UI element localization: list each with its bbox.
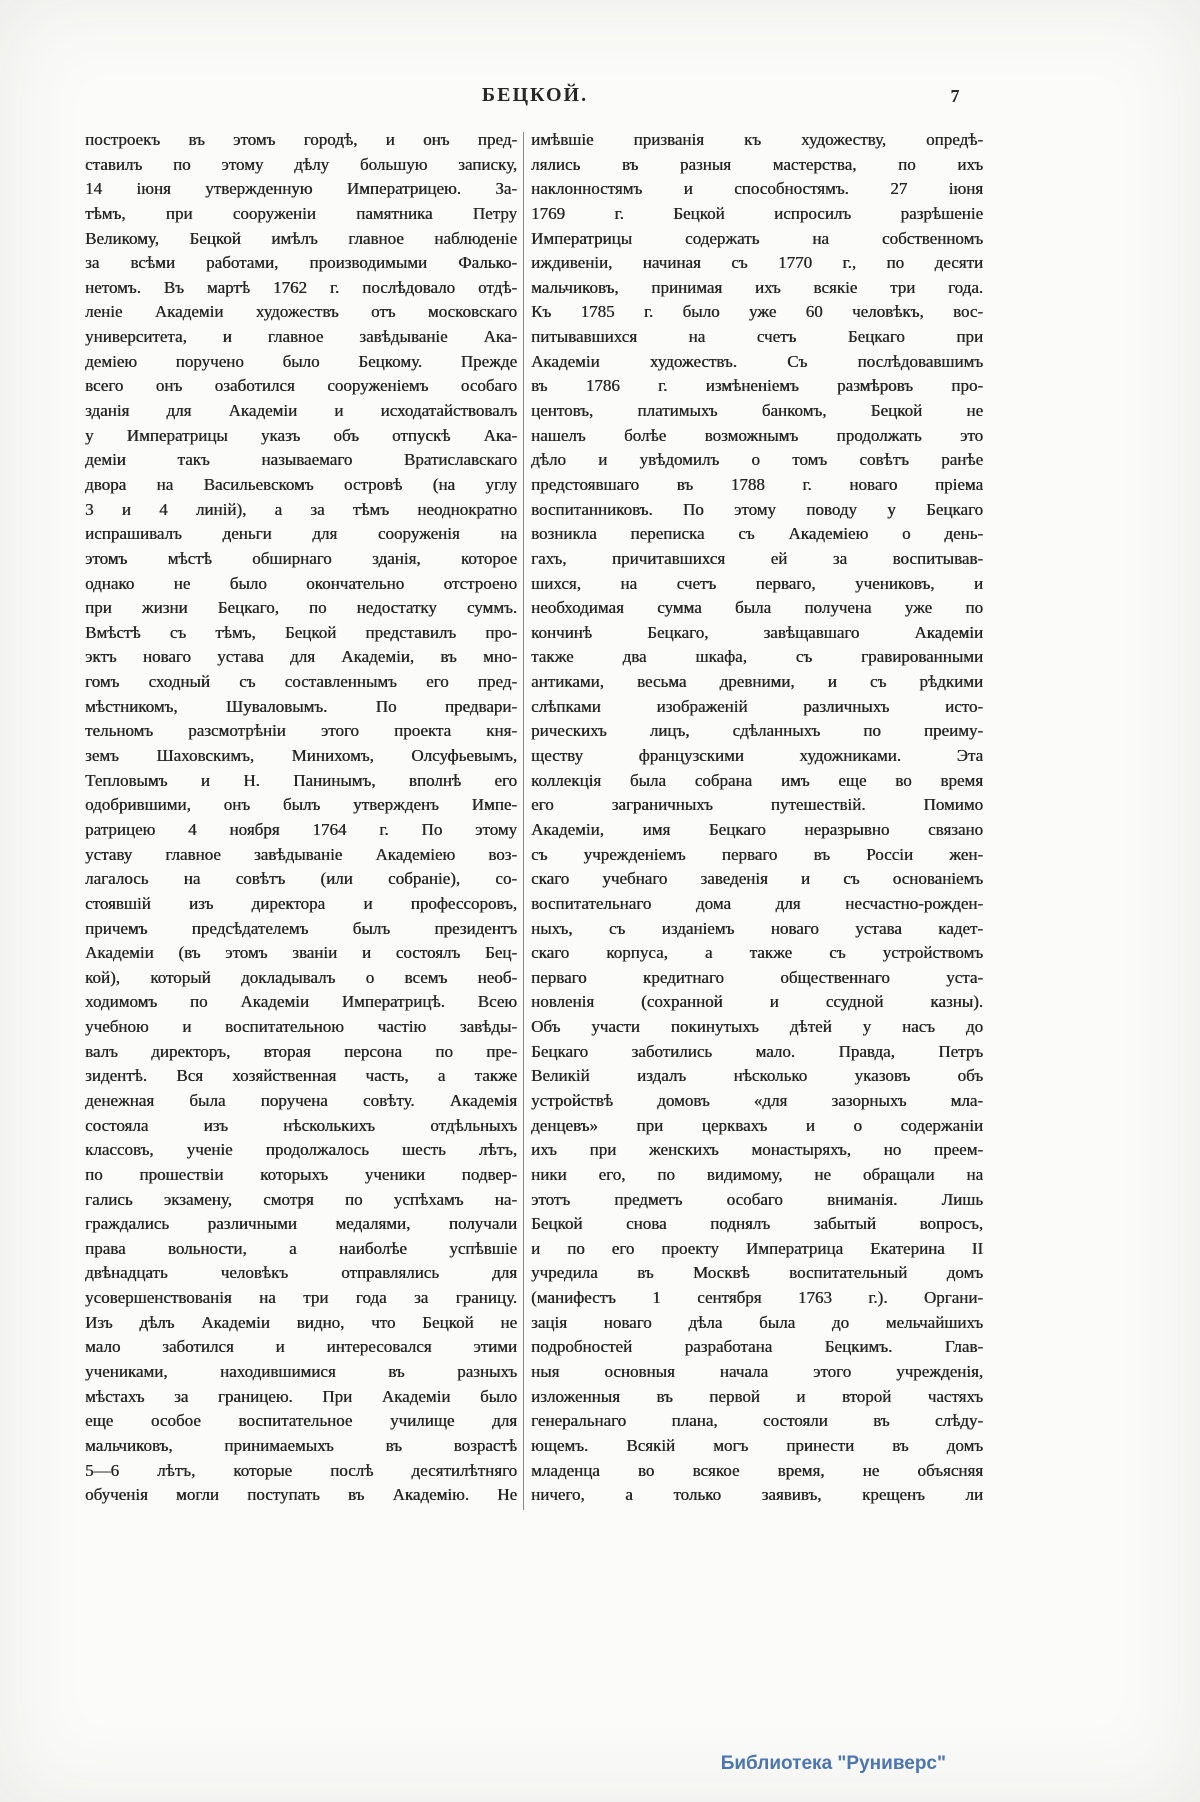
text-line: зидентѣ. Вся хозяйственная часть, а также [85,1066,517,1086]
text-line: учредила въ Москвѣ воспитательный домъ [531,1263,983,1283]
text-line: въ 1786 г. измѣненіемъ размѣровъ про- [531,376,983,396]
text-line: кой), который докладывалъ о всемъ необ- [85,967,517,987]
text-line: уставу главное завѣдываніе Академіею воз- [85,844,517,864]
text-line: Академіи, имя Бецкаго неразрывно связано [531,819,983,839]
text-line: причемъ предсѣдателемъ былъ президентъ [85,918,517,938]
text-line: леніе Академіи художествъ отъ московскаго [85,302,517,322]
text-line: Академіи (въ этомъ званіи и состоялъ Бец- [85,943,517,963]
text-line: учебною и воспитательною частію завѣды- [85,1017,517,1037]
text-line: построекъ въ этомъ городѣ, и онъ пред- [85,130,517,149]
text-line: ныхъ, съ изданіемъ новаго устава кадет- [531,918,983,938]
text-line: перваго кредитнаго общественнаго уста- [531,967,983,987]
text-line: ихъ при женскихъ монастыряхъ, но преем- [531,1140,983,1160]
text-line: зданія для Академіи и исходатайствовалъ [85,401,517,421]
left-column [85,128,517,1508]
text-line: предстоявшаго въ 1788 г. новаго пріема [531,474,983,494]
text-line: классовъ, ученіе продолжалось шесть лѣтъ, [85,1140,517,1160]
text-line: испрашивалъ деньги для сооруженія на [85,524,517,544]
text-line: устройствѣ домовъ «для зазорныхъ мла- [531,1090,983,1110]
text-line: ставилъ по этому дѣлу большую записку, [85,154,517,174]
text-line: учениками, находившимися въ разныхъ [85,1362,517,1382]
text-line: Изъ дѣлъ Академіи видно, что Бецкой не [85,1312,517,1332]
text-line: земъ Шаховскимъ, Минихомъ, Олсуфьевымъ, [85,746,517,766]
text-line: одобрившими, онъ былъ утвержденъ Импе- [85,795,517,815]
text-line: скаго корпуса, а также съ устройствомъ [531,943,983,963]
text-line: Академіи художествъ. Съ послѣдовавшимъ [531,351,983,371]
text-line: двѣнадцать человѣкъ отправлялись для [85,1263,517,1283]
text-line: Бецкаго заботились мало. Правда, Петръ [531,1041,983,1061]
text-line: лагалось на совѣтъ (или собраніе), со- [85,869,517,889]
text-line: Великій издалъ нѣсколько указовъ объ [531,1066,983,1086]
text-line: скаго учебнаго заведенія и съ основаніемъ [531,869,983,889]
text-line: изложенныя въ первой и второй частяхъ [531,1386,983,1406]
text-line: этомъ мѣстѣ обширнаго зданія, которое [85,548,517,568]
text-line: мальчиковъ, принимая ихъ всякіе три года. [531,277,983,297]
text-line: также два шкафа, съ гравированными [531,647,983,667]
page-title: БЕЦКОЙ. [481,84,589,106]
text-line: усовершенствованія на три года за границу. [85,1288,517,1308]
text-line: мальчиковъ, принимаемыхъ въ возрастѣ [85,1435,517,1455]
text-line: Бецкой снова поднялъ забытый вопросъ, [531,1214,983,1234]
text-line: ники его, по видимому, не обращали на [531,1164,983,1184]
text-line: ничего, а только заявивъ, крещенъ ли [531,1485,983,1505]
text-line: и по его проекту Императрица Екатерина II [531,1238,983,1258]
text-line: деміи такъ называемаго Вратиславскаго [85,450,517,470]
text-line: обученія могли поступать въ Академію. Не [85,1485,517,1505]
text-line: тельномъ разсмотрѣніи этого проекта кня- [85,721,517,741]
text-line: граждались различными медалями, получали [85,1214,517,1234]
text-line: антиками, весьма древними, и съ рѣдкими [531,672,983,692]
text-line: права вольности, а наиболѣе успѣвшіе [85,1238,517,1258]
text-line: денежная была поручена совѣту. Академія [85,1090,517,1110]
text-line: гомъ сходный съ составленнымъ его пред- [85,672,517,692]
text-line: мало заботился и интересовался этими [85,1337,517,1357]
text-line: младенца во всякое время, не объясняя [531,1460,983,1480]
right-column [531,128,983,1508]
text-line: мѣстахъ за границею. При Академіи было [85,1386,517,1406]
text-line: наклонностямъ и способностямъ. 27 іюня [531,179,983,199]
text-line: гахъ, причитавшихся ей за воспитывав- [531,548,983,568]
column-divider [523,132,524,1510]
text-line: ществу французскими художниками. Эта [531,746,983,766]
text-line: состояла изъ нѣсколькихъ отдѣльныхъ [85,1115,517,1135]
text-line: Къ 1785 г. было уже 60 человѣкъ, вос- [531,302,983,322]
text-line: ющемъ. Всякій могъ принести въ домъ [531,1435,983,1455]
text-line: всего онъ озаботился сооруженіемъ особаго [85,376,517,396]
text-line: двора на Васильевскомъ островѣ (на углу [85,474,517,494]
text-line: эктъ новаго устава для Академіи, въ мно- [85,647,517,667]
text-line: его заграничныхъ путешествій. Помимо [531,795,983,815]
text-line: валъ директоръ, вторая персона по пре- [85,1041,517,1061]
text-line: новленія (сохранной и ссудной казны). [531,992,983,1012]
page-number: 7 [950,86,960,106]
text-line: центовъ, платимыхъ банкомъ, Бецкой не [531,401,983,421]
text-line: воспитанниковъ. По этому поводу у Бецкаго [531,499,983,519]
text-line: по прошествіи которыхъ ученики подвер- [85,1164,517,1184]
text-line: воспитательнаго дома для несчастно-рожден- [531,893,983,913]
text-line: ратрицею 4 ноября 1764 г. По этому [85,819,517,839]
text-line: Тепловымъ и Н. Панинымъ, вполнѣ его [85,770,517,790]
text-line: Вмѣстѣ съ тѣмъ, Бецкой представилъ про- [85,622,517,642]
text-line: тѣмъ, при сооруженіи памятника Петру [85,203,517,223]
text-line: съ учрежденіемъ перваго въ Россіи жен- [531,844,983,864]
text-line: мѣстникомъ, Шуваловымъ. По предвари- [85,696,517,716]
text-line: нетомъ. Въ мартѣ 1762 г. послѣдовало отдѣ- [85,277,517,297]
text-line: подробностей разработана Бецкимъ. Глав- [531,1337,983,1357]
text-line: нашелъ болѣе возможнымъ продолжать это [531,425,983,445]
text-line: Объ участи покинутыхъ дѣтей у насъ до [531,1017,983,1037]
text-line: шихся, на счетъ перваго, учениковъ, и [531,573,983,593]
text-line: необходимая сумма была получена уже по [531,598,983,618]
text-line: университета, и главное завѣдываніе Ака- [85,327,517,347]
text-line: гались экзамену, смотря по успѣхамъ на- [85,1189,517,1209]
text-line: возникла переписка съ Академіею о день- [531,524,983,544]
watermark: Библиотека "Руниверс" [720,1753,946,1774]
text-line: стоявшій изъ директора и профессоровъ, [85,893,517,913]
text-line: денцевъ» при церквахъ и о содержаніи [531,1115,983,1135]
text-line: 3 и 4 линій), а за тѣмъ неоднократно [85,499,517,519]
text-line: у Императрицы указъ объ отпускѣ Ака- [85,425,517,445]
text-line: коллекція была собрана имъ еще во время [531,770,983,790]
text-line: Великому, Бецкой имѣлъ главное наблюденіе [85,228,517,248]
text-line: зація новаго дѣла была до мельчайшихъ [531,1312,983,1332]
text-line: еще особое воспитательное училище для [85,1411,517,1431]
text-line: этотъ предметъ особаго вниманія. Лишь [531,1189,983,1209]
text-line: за всѣми работами, производимыми Фалько- [85,253,517,273]
text-line: (манифестъ 1 сентября 1763 г.). Органи- [531,1288,983,1308]
text-line: иждивеніи, начиная съ 1770 г., по десяти [531,253,983,273]
text-line: однако не было окончательно отстроено [85,573,517,593]
text-line: лялись въ разныя мастерства, по ихъ [531,154,983,174]
text-line: кончинѣ Бецкаго, завѣщавшаго Академіи [531,622,983,642]
text-line: слѣпками изображеній различныхъ исто- [531,696,983,716]
text-line: рическихъ лицъ, сдѣланныхъ по преиму- [531,721,983,741]
text-line: 5—6 лѣтъ, которые послѣ десятилѣтняго [85,1460,517,1480]
text-line: дѣло и увѣдомилъ о томъ совѣтъ ранѣе [531,450,983,470]
text-line: 14 іюня утвержденную Императрицею. За- [85,179,517,199]
text-line: генеральнаго плана, состояли въ слѣду- [531,1411,983,1431]
text-line: имѣвшіе призванія къ художеству, опредѣ- [531,130,983,149]
text-line: ходимомъ по Академіи Императрицѣ. Всею [85,992,517,1012]
text-line: Императрицы содержать на собственномъ [531,228,983,248]
text-line: деміею поручено было Бецкому. Прежде [85,351,517,371]
text-line: питывавшихся на счетъ Бецкаго при [531,327,983,347]
text-line: ныя основныя начала этого учрежденія, [531,1362,983,1382]
text-line: при жизни Бецкаго, по недостатку суммъ. [85,598,517,618]
text-line: 1769 г. Бецкой испросилъ разрѣшеніе [531,203,983,223]
